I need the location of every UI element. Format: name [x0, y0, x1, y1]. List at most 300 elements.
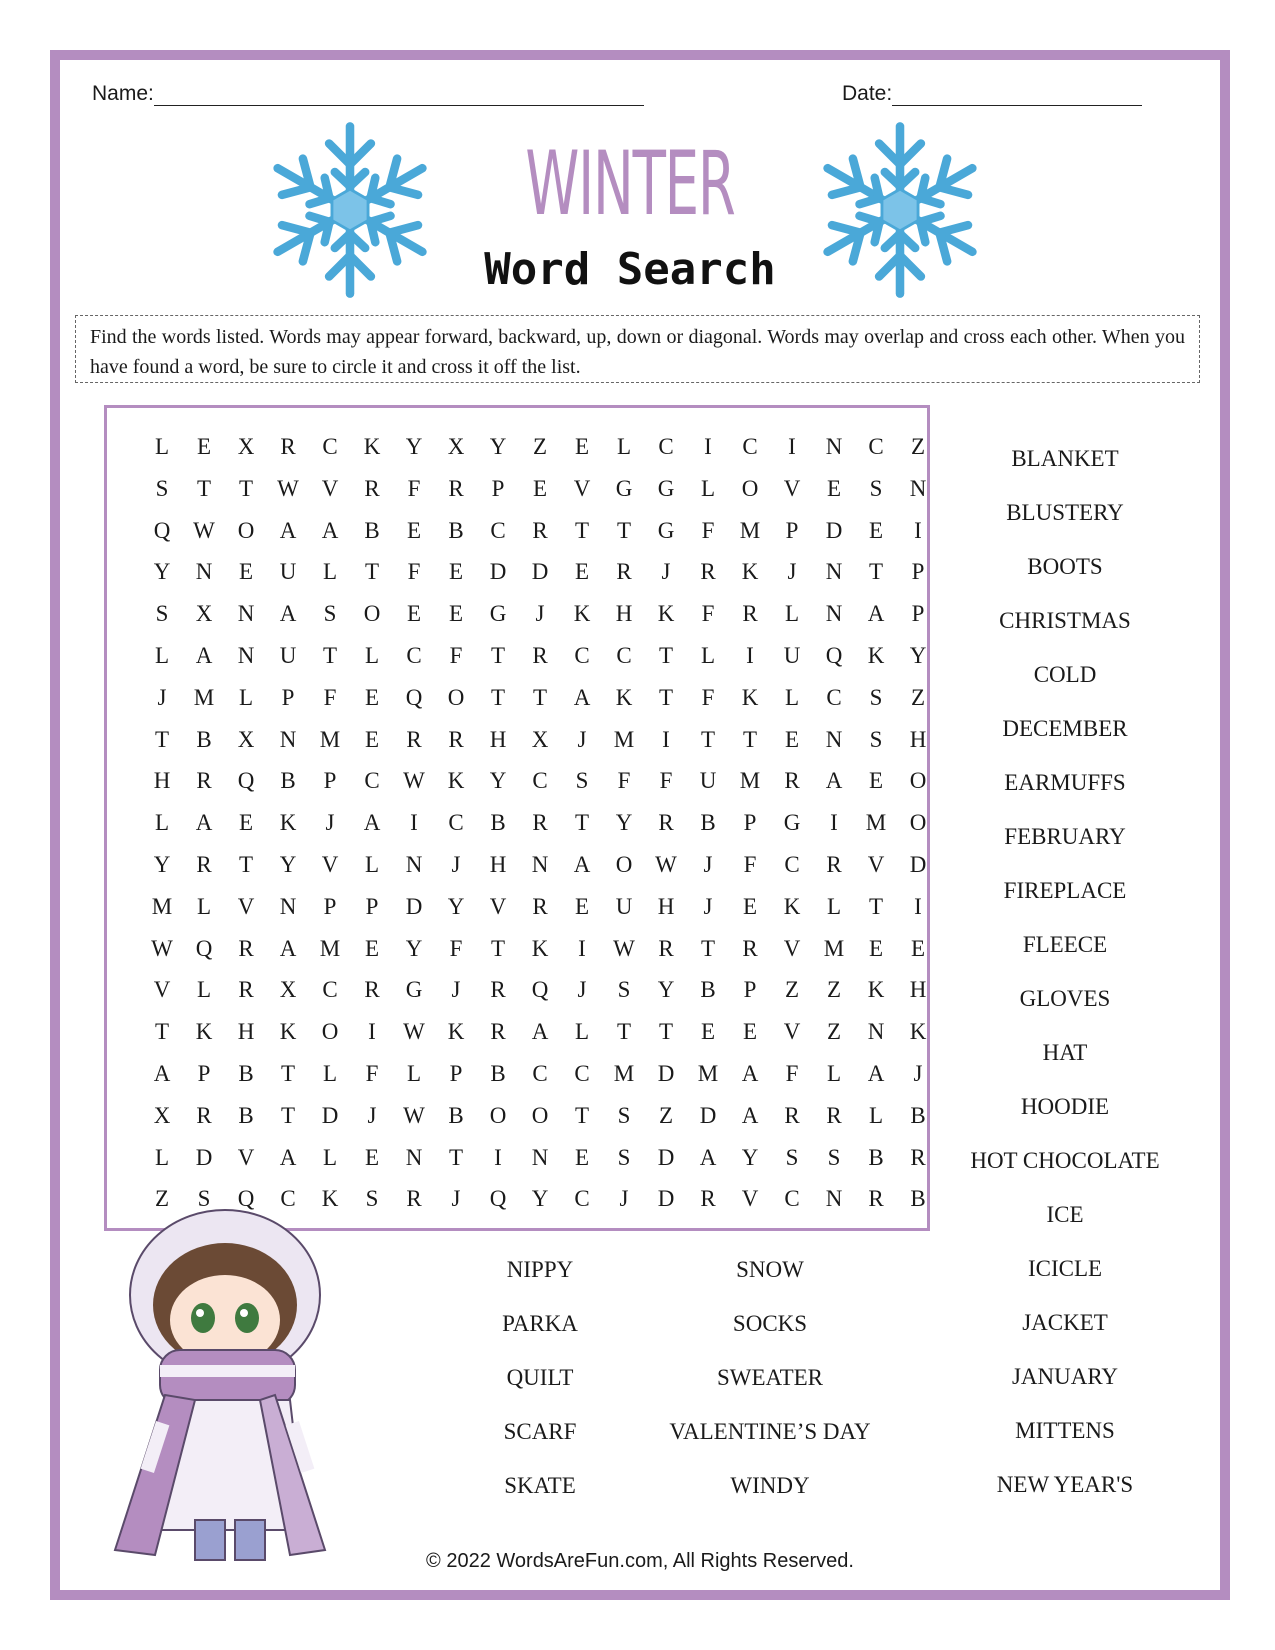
grid-letter[interactable]: B [448, 517, 464, 543]
grid-letter[interactable]: X [447, 434, 465, 459]
grid-letter[interactable]: E [574, 559, 590, 585]
grid-letter[interactable]: R [448, 726, 464, 752]
grid-letter[interactable]: M [739, 768, 761, 794]
grid-letter[interactable]: A [741, 1102, 759, 1128]
grid-letter[interactable]: R [364, 475, 380, 501]
grid-letter[interactable]: J [157, 684, 167, 710]
grid-letter[interactable]: T [574, 810, 590, 836]
grid-letter[interactable]: K [909, 1019, 927, 1045]
grid-letter[interactable]: A [573, 684, 591, 710]
grid-letter[interactable]: C [532, 1060, 548, 1086]
grid-letter[interactable]: F [743, 851, 757, 877]
grid-letter[interactable]: P [197, 1060, 211, 1086]
grid-letter[interactable]: F [407, 559, 421, 585]
grid-letter[interactable]: R [826, 1102, 842, 1128]
grid-letter[interactable]: C [448, 810, 464, 836]
grid-letter[interactable]: Q [489, 1186, 507, 1212]
grid-letter[interactable]: J [451, 1186, 461, 1212]
grid-letter[interactable]: Y [279, 851, 297, 877]
grid-letter[interactable]: N [825, 726, 843, 752]
grid-letter[interactable]: O [909, 768, 927, 794]
grid-letter[interactable]: R [532, 642, 548, 668]
grid-letter[interactable]: Q [237, 768, 255, 794]
grid-letter[interactable]: A [699, 1144, 717, 1170]
grid-letter[interactable]: T [490, 642, 506, 668]
grid-letter[interactable]: Y [489, 434, 507, 459]
grid-letter[interactable]: A [867, 601, 885, 627]
grid-letter[interactable]: T [448, 1144, 464, 1170]
grid-letter[interactable]: K [615, 684, 633, 710]
grid-letter[interactable]: Q [405, 684, 423, 710]
grid-letter[interactable]: M [697, 1060, 719, 1086]
grid-letter[interactable]: X [531, 726, 549, 752]
grid-letter[interactable]: V [153, 977, 171, 1003]
grid-letter[interactable]: D [909, 851, 927, 877]
grid-letter[interactable]: T [490, 935, 506, 961]
grid-letter[interactable]: T [868, 893, 884, 919]
grid-letter[interactable]: E [868, 768, 884, 794]
grid-letter[interactable]: D [657, 1186, 675, 1212]
grid-letter[interactable]: R [280, 434, 296, 459]
grid-letter[interactable]: N [195, 559, 213, 585]
grid-letter[interactable]: M [319, 935, 341, 961]
grid-letter[interactable]: H [657, 893, 675, 919]
grid-letter[interactable]: T [574, 1102, 590, 1128]
grid-letter[interactable]: R [658, 935, 674, 961]
grid-letter[interactable]: K [867, 642, 885, 668]
grid-letter[interactable]: G [489, 601, 507, 627]
grid-letter[interactable]: Y [615, 810, 633, 836]
grid-letter[interactable]: D [657, 1144, 675, 1170]
grid-letter[interactable]: B [238, 1060, 254, 1086]
grid-letter[interactable]: C [784, 851, 800, 877]
grid-letter[interactable]: Q [153, 517, 171, 543]
grid-letter[interactable]: E [364, 1144, 380, 1170]
grid-letter[interactable]: E [364, 935, 380, 961]
grid-letter[interactable]: E [238, 559, 254, 585]
grid-letter[interactable]: G [783, 810, 801, 836]
grid-letter[interactable]: J [577, 726, 587, 752]
grid-letter[interactable]: E [700, 1019, 716, 1045]
grid-letter[interactable]: F [701, 517, 715, 543]
grid-letter[interactable]: C [616, 642, 632, 668]
grid-letter[interactable]: E [196, 434, 212, 459]
grid-letter[interactable]: B [910, 1186, 926, 1212]
grid-letter[interactable]: W [151, 935, 173, 961]
grid-letter[interactable]: T [658, 1019, 674, 1045]
grid-letter[interactable]: O [531, 1102, 549, 1128]
grid-letter[interactable]: E [574, 434, 590, 459]
grid-letter[interactable]: R [742, 601, 758, 627]
grid-letter[interactable]: B [238, 1102, 254, 1128]
grid-letter[interactable]: R [532, 517, 548, 543]
grid-letter[interactable]: T [616, 1019, 632, 1045]
grid-letter[interactable]: D [321, 1102, 339, 1128]
grid-letter[interactable]: O [321, 1019, 339, 1045]
grid-letter[interactable]: D [531, 559, 549, 585]
grid-letter[interactable]: L [196, 977, 212, 1003]
grid-letter[interactable]: T [154, 726, 170, 752]
grid-letter[interactable]: C [742, 434, 758, 459]
grid-letter[interactable]: W [403, 1102, 425, 1128]
grid-letter[interactable]: S [869, 684, 883, 710]
grid-letter[interactable]: P [449, 1060, 463, 1086]
grid-letter[interactable]: I [578, 935, 586, 961]
grid-letter[interactable]: R [406, 1186, 422, 1212]
name-field[interactable] [92, 82, 644, 106]
grid-letter[interactable]: L [700, 475, 716, 501]
grid-letter[interactable]: K [321, 1186, 339, 1212]
grid-letter[interactable]: V [741, 1186, 759, 1212]
grid-letter[interactable]: S [155, 601, 169, 627]
grid-letter[interactable]: P [323, 768, 337, 794]
grid-letter[interactable]: C [280, 1186, 296, 1212]
grid-letter[interactable]: F [407, 475, 421, 501]
grid-letter[interactable]: M [613, 726, 635, 752]
grid-letter[interactable]: D [195, 1144, 213, 1170]
grid-letter[interactable]: H [909, 726, 927, 752]
grid-letter[interactable]: T [154, 1019, 170, 1045]
grid-letter[interactable]: Q [195, 935, 213, 961]
grid-letter[interactable]: T [196, 475, 212, 501]
grid-letter[interactable]: N [237, 601, 255, 627]
grid-letter[interactable]: O [363, 601, 381, 627]
grid-letter[interactable]: O [489, 1102, 507, 1128]
grid-letter[interactable]: B [490, 810, 506, 836]
grid-letter[interactable]: E [406, 601, 422, 627]
grid-letter[interactable]: J [535, 601, 545, 627]
grid-letter[interactable]: N [531, 1144, 549, 1170]
grid-letter[interactable]: P [323, 893, 337, 919]
grid-letter[interactable]: L [868, 1102, 884, 1128]
grid-letter[interactable]: T [658, 684, 674, 710]
grid-letter[interactable]: F [659, 768, 673, 794]
grid-letter[interactable]: R [406, 726, 422, 752]
grid-letter[interactable]: S [617, 1102, 631, 1128]
grid-letter[interactable]: F [449, 642, 463, 668]
grid-letter[interactable]: B [910, 1102, 926, 1128]
grid-letter[interactable]: L [322, 1060, 338, 1086]
grid-letter[interactable]: C [322, 977, 338, 1003]
grid-letter[interactable]: N [279, 893, 297, 919]
grid-letter[interactable]: K [447, 1019, 465, 1045]
grid-letter[interactable]: M [319, 726, 341, 752]
grid-letter[interactable]: B [280, 768, 296, 794]
grid-letter[interactable]: K [363, 434, 381, 459]
grid-letter[interactable]: L [196, 893, 212, 919]
grid-letter[interactable]: V [573, 475, 591, 501]
grid-letter[interactable]: A [279, 601, 297, 627]
grid-letter[interactable]: V [489, 893, 507, 919]
grid-letter[interactable]: L [826, 893, 842, 919]
grid-letter[interactable]: N [237, 642, 255, 668]
grid-letter[interactable]: Z [910, 434, 926, 459]
grid-letter[interactable]: C [574, 1186, 590, 1212]
grid-letter[interactable]: C [574, 1060, 590, 1086]
grid-letter[interactable]: L [322, 1144, 338, 1170]
grid-letter[interactable]: A [279, 1144, 297, 1170]
grid-letter[interactable]: S [197, 1186, 211, 1212]
grid-letter[interactable]: T [238, 475, 254, 501]
grid-letter[interactable]: Q [531, 977, 549, 1003]
grid-letter[interactable]: E [406, 517, 422, 543]
grid-letter[interactable]: R [196, 768, 212, 794]
grid-letter[interactable]: K [741, 684, 759, 710]
grid-letter[interactable]: C [322, 434, 338, 459]
grid-letter[interactable]: P [785, 517, 799, 543]
grid-letter[interactable]: A [279, 517, 297, 543]
grid-letter[interactable]: L [238, 684, 254, 710]
grid-letter[interactable]: F [449, 935, 463, 961]
grid-letter[interactable]: E [826, 475, 842, 501]
grid-letter[interactable]: D [699, 1102, 717, 1128]
grid-letter[interactable]: E [448, 559, 464, 585]
grid-letter[interactable]: A [825, 768, 843, 794]
grid-letter[interactable]: N [909, 475, 927, 501]
grid-letter[interactable]: F [323, 684, 337, 710]
grid-letter[interactable]: P [491, 475, 505, 501]
grid-letter[interactable]: Y [489, 768, 507, 794]
grid-letter[interactable]: T [280, 1102, 296, 1128]
grid-letter[interactable]: K [573, 601, 591, 627]
grid-letter[interactable]: I [914, 893, 922, 919]
grid-letter[interactable]: H [237, 1019, 255, 1045]
grid-letter[interactable]: N [825, 434, 843, 459]
grid-letter[interactable]: S [365, 1186, 379, 1212]
grid-letter[interactable]: L [364, 851, 380, 877]
grid-letter[interactable]: K [195, 1019, 213, 1045]
grid-letter[interactable]: I [788, 434, 796, 459]
grid-letter[interactable]: S [575, 768, 589, 794]
grid-letter[interactable]: F [701, 684, 715, 710]
grid-letter[interactable]: A [363, 810, 381, 836]
grid-letter[interactable]: L [154, 434, 170, 459]
grid-letter[interactable]: Z [826, 977, 842, 1003]
grid-letter[interactable]: E [910, 935, 926, 961]
grid-letter[interactable]: R [742, 935, 758, 961]
grid-letter[interactable]: H [153, 768, 171, 794]
grid-letter[interactable]: G [657, 517, 675, 543]
grid-letter[interactable]: C [490, 517, 506, 543]
grid-letter[interactable]: V [237, 893, 255, 919]
grid-letter[interactable]: J [787, 559, 797, 585]
grid-letter[interactable]: T [364, 559, 380, 585]
grid-letter[interactable]: G [615, 475, 633, 501]
grid-letter[interactable]: C [364, 768, 380, 794]
grid-letter[interactable]: I [914, 517, 922, 543]
grid-letter[interactable]: W [193, 517, 215, 543]
grid-letter[interactable]: F [785, 1060, 799, 1086]
grid-letter[interactable]: U [783, 642, 801, 668]
grid-letter[interactable]: Y [405, 935, 423, 961]
grid-letter[interactable]: A [867, 1060, 885, 1086]
grid-letter[interactable]: M [151, 893, 173, 919]
grid-letter[interactable]: N [867, 1019, 885, 1045]
grid-letter[interactable]: T [700, 935, 716, 961]
grid-letter[interactable]: R [826, 851, 842, 877]
grid-letter[interactable]: T [658, 642, 674, 668]
grid-letter[interactable]: B [868, 1144, 884, 1170]
grid-letter[interactable]: H [909, 977, 927, 1003]
grid-letter[interactable]: S [869, 475, 883, 501]
grid-letter[interactable]: Q [825, 642, 843, 668]
grid-letter[interactable]: L [364, 642, 380, 668]
grid-letter[interactable]: J [703, 851, 713, 877]
grid-letter[interactable]: S [869, 726, 883, 752]
grid-letter[interactable]: I [368, 1019, 376, 1045]
grid-letter[interactable]: F [617, 768, 631, 794]
grid-letter[interactable]: B [490, 1060, 506, 1086]
grid-letter[interactable]: Z [658, 1102, 674, 1128]
grid-letter[interactable]: R [784, 1102, 800, 1128]
grid-letter[interactable]: U [279, 559, 297, 585]
grid-letter[interactable]: C [406, 642, 422, 668]
grid-letter[interactable]: I [704, 434, 712, 459]
grid-letter[interactable]: R [868, 1186, 884, 1212]
grid-letter[interactable]: S [827, 1144, 841, 1170]
grid-letter[interactable]: S [785, 1144, 799, 1170]
grid-letter[interactable]: M [865, 810, 887, 836]
grid-letter[interactable]: Y [909, 642, 927, 668]
grid-letter[interactable]: T [868, 559, 884, 585]
grid-letter[interactable]: O [237, 517, 255, 543]
grid-letter[interactable]: S [617, 1144, 631, 1170]
grid-letter[interactable]: K [279, 1019, 297, 1045]
grid-letter[interactable]: Y [153, 851, 171, 877]
grid-letter[interactable]: N [405, 1144, 423, 1170]
grid-letter[interactable]: E [742, 1019, 758, 1045]
grid-letter[interactable]: H [615, 601, 633, 627]
grid-letter[interactable]: R [448, 475, 464, 501]
grid-letter[interactable]: R [196, 851, 212, 877]
grid-letter[interactable]: J [367, 1102, 377, 1128]
grid-letter[interactable]: L [574, 1019, 590, 1045]
grid-letter[interactable]: H [489, 851, 507, 877]
grid-letter[interactable]: R [196, 1102, 212, 1128]
grid-letter[interactable]: P [281, 684, 295, 710]
grid-letter[interactable]: C [868, 434, 884, 459]
grid-letter[interactable]: J [325, 810, 335, 836]
grid-letter[interactable]: T [574, 517, 590, 543]
grid-letter[interactable]: O [741, 475, 759, 501]
grid-letter[interactable]: V [783, 475, 801, 501]
grid-letter[interactable]: T [238, 851, 254, 877]
grid-letter[interactable]: T [322, 642, 338, 668]
grid-letter[interactable]: I [410, 810, 418, 836]
grid-letter[interactable]: M [193, 684, 215, 710]
grid-letter[interactable]: K [867, 977, 885, 1003]
grid-letter[interactable]: N [531, 851, 549, 877]
grid-letter[interactable]: U [699, 768, 717, 794]
grid-letter[interactable]: R [700, 559, 716, 585]
grid-letter[interactable]: X [153, 1102, 171, 1128]
grid-letter[interactable]: L [784, 601, 800, 627]
grid-letter[interactable]: Y [405, 434, 423, 459]
grid-letter[interactable]: J [661, 559, 671, 585]
grid-letter[interactable]: L [784, 684, 800, 710]
grid-letter[interactable]: I [830, 810, 838, 836]
grid-letter[interactable]: E [364, 726, 380, 752]
grid-letter[interactable]: R [532, 893, 548, 919]
grid-letter[interactable]: E [574, 1144, 590, 1170]
grid-letter[interactable]: E [784, 726, 800, 752]
grid-letter[interactable]: N [825, 601, 843, 627]
grid-letter[interactable]: Z [826, 1019, 842, 1045]
grid-letter[interactable]: N [825, 559, 843, 585]
date-line[interactable] [892, 83, 1142, 106]
grid-letter[interactable]: L [322, 559, 338, 585]
grid-letter[interactable]: L [616, 434, 632, 459]
grid-letter[interactable]: E [868, 517, 884, 543]
grid-letter[interactable]: T [616, 517, 632, 543]
grid-letter[interactable]: K [783, 893, 801, 919]
grid-letter[interactable]: C [784, 1186, 800, 1212]
grid-letter[interactable]: R [616, 559, 632, 585]
grid-letter[interactable]: Q [237, 1186, 255, 1212]
grid-letter[interactable]: Z [784, 977, 800, 1003]
grid-letter[interactable]: K [741, 559, 759, 585]
grid-letter[interactable]: O [909, 810, 927, 836]
grid-letter[interactable]: L [826, 1060, 842, 1086]
grid-letter[interactable]: P [365, 893, 379, 919]
grid-letter[interactable]: X [279, 977, 297, 1003]
grid-letter[interactable]: T [700, 726, 716, 752]
grid-letter[interactable]: T [532, 684, 548, 710]
grid-letter[interactable]: A [153, 1060, 171, 1086]
grid-letter[interactable]: V [783, 935, 801, 961]
grid-letter[interactable]: R [700, 1186, 716, 1212]
grid-letter[interactable]: J [913, 1060, 923, 1086]
grid-letter[interactable]: A [321, 517, 339, 543]
grid-letter[interactable]: I [746, 642, 754, 668]
grid-letter[interactable]: B [448, 1102, 464, 1128]
grid-letter[interactable]: E [742, 893, 758, 919]
grid-letter[interactable]: R [910, 1144, 926, 1170]
name-line[interactable] [154, 83, 644, 106]
grid-letter[interactable]: S [155, 475, 169, 501]
grid-letter[interactable]: W [403, 768, 425, 794]
grid-letter[interactable]: F [701, 601, 715, 627]
grid-letter[interactable]: U [615, 893, 633, 919]
grid-letter[interactable]: V [321, 851, 339, 877]
grid-letter[interactable]: Y [153, 559, 171, 585]
grid-letter[interactable]: J [451, 851, 461, 877]
grid-letter[interactable]: A [279, 935, 297, 961]
grid-letter[interactable]: W [655, 851, 677, 877]
grid-letter[interactable]: N [279, 726, 297, 752]
grid-letter[interactable]: B [364, 517, 380, 543]
grid-letter[interactable]: N [405, 851, 423, 877]
grid-letter[interactable]: J [703, 893, 713, 919]
grid-letter[interactable]: E [448, 601, 464, 627]
grid-letter[interactable]: S [617, 977, 631, 1003]
grid-letter[interactable]: A [741, 1060, 759, 1086]
grid-letter[interactable]: T [280, 1060, 296, 1086]
grid-letter[interactable]: D [489, 559, 507, 585]
grid-letter[interactable]: B [196, 726, 212, 752]
grid-letter[interactable]: H [489, 726, 507, 752]
grid-letter[interactable]: M [739, 517, 761, 543]
grid-letter[interactable]: N [825, 1186, 843, 1212]
grid-letter[interactable]: D [405, 893, 423, 919]
grid-letter[interactable]: A [195, 810, 213, 836]
grid-letter[interactable]: V [321, 475, 339, 501]
grid-letter[interactable]: W [403, 1019, 425, 1045]
grid-letter[interactable]: Y [447, 893, 465, 919]
date-field[interactable] [842, 82, 1142, 106]
grid-letter[interactable]: C [658, 434, 674, 459]
grid-letter[interactable]: R [238, 935, 254, 961]
